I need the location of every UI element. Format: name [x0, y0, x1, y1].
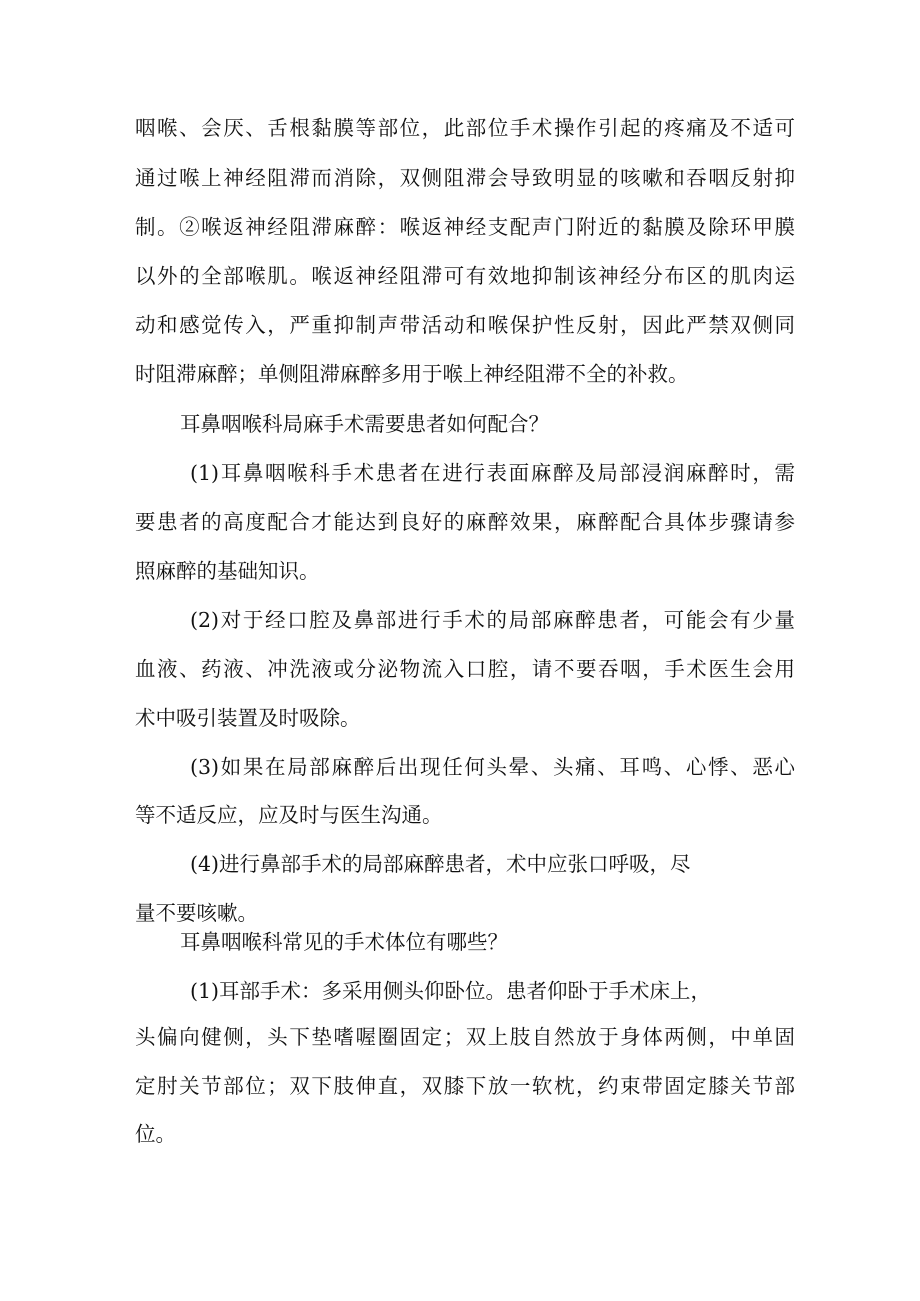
- paragraph-1-line-3: 制。②喉返神经阻滞麻醉：喉返神经支配声门附近的黏膜及除环甲膜: [135, 215, 795, 239]
- answer-2-item-1-line-3: 定肘关节部位；双下肢伸直，双膝下放一软枕，约束带固定膝关节部: [135, 1074, 795, 1098]
- answer-2-item-1-line-2: 头偏向健侧，头下垫嗜喔圈固定；双上肢自然放于身体两侧，中单固: [135, 1025, 795, 1049]
- question-2-heading: 耳鼻咽喉科常见的手术体位有哪些？: [180, 930, 508, 954]
- paragraph-1-line-1: 咽喉、会厌、舌根黏膜等部位，此部位手术操作引起的疼痛及不适可: [135, 116, 795, 140]
- paragraph-1-line-5: 动和感觉传入，严重抑制声带活动和喉保护性反射，因此严禁双侧同: [135, 313, 795, 337]
- answer-2-item-1-line-1: (1)耳部手术：多采用侧头仰卧位。患者仰卧于手术床上，: [190, 979, 712, 1003]
- answer-1-item-1-line-1: (1)耳鼻咽喉科手术患者在进行表面麻醉及局部浸润麻醉时，需: [190, 461, 795, 485]
- answer-1-item-2-line-3: 术中吸引装置及时吸除。: [135, 706, 361, 730]
- answer-1-item-1-line-2: 要患者的高度配合才能达到良好的麻醉效果，麻醉配合具体步骤请参: [135, 510, 795, 534]
- question-1-heading: 耳鼻咽喉科局麻手术需要患者如何配合？: [180, 412, 549, 436]
- paragraph-1-line-6: 时阻滞麻醉；单侧阻滞麻醉多用于喉上神经阻滞不全的补救。: [135, 362, 689, 386]
- answer-1-item-3-line-1: (3)如果在局部麻醉后出现任何头晕、头痛、耳鸣、心悸、恶心: [190, 755, 795, 779]
- answer-1-item-1-line-3: 照麻醉的基础知识。: [135, 559, 320, 583]
- answer-1-item-2-line-2: 血液、药液、冲洗液或分泌物流入口腔，请不要吞咽，手术医生会用: [135, 657, 795, 681]
- paragraph-1-line-4: 以外的全部喉肌。喉返神经阻滞可有效地抑制该神经分布区的肌肉运: [135, 264, 795, 288]
- answer-1-item-3-line-2: 等不适反应，应及时与医生沟通。: [135, 803, 443, 827]
- answer-1-item-2-line-1: (2)对于经口腔及鼻部进行手术的局部麻醉患者，可能会有少量: [190, 608, 795, 632]
- answer-1-item-4-line-2: 量不要咳嗽。: [135, 901, 258, 925]
- paragraph-1-line-2: 通过喉上神经阻滞而消除，双侧阻滞会导致明显的咳嗽和吞咽反射抑: [135, 166, 795, 190]
- answer-2-item-1-line-4: 位。: [135, 1122, 176, 1146]
- answer-1-item-4-line-1: (4)进行鼻部手术的局部麻醉患者，术中应张口呼吸，尽: [190, 852, 691, 876]
